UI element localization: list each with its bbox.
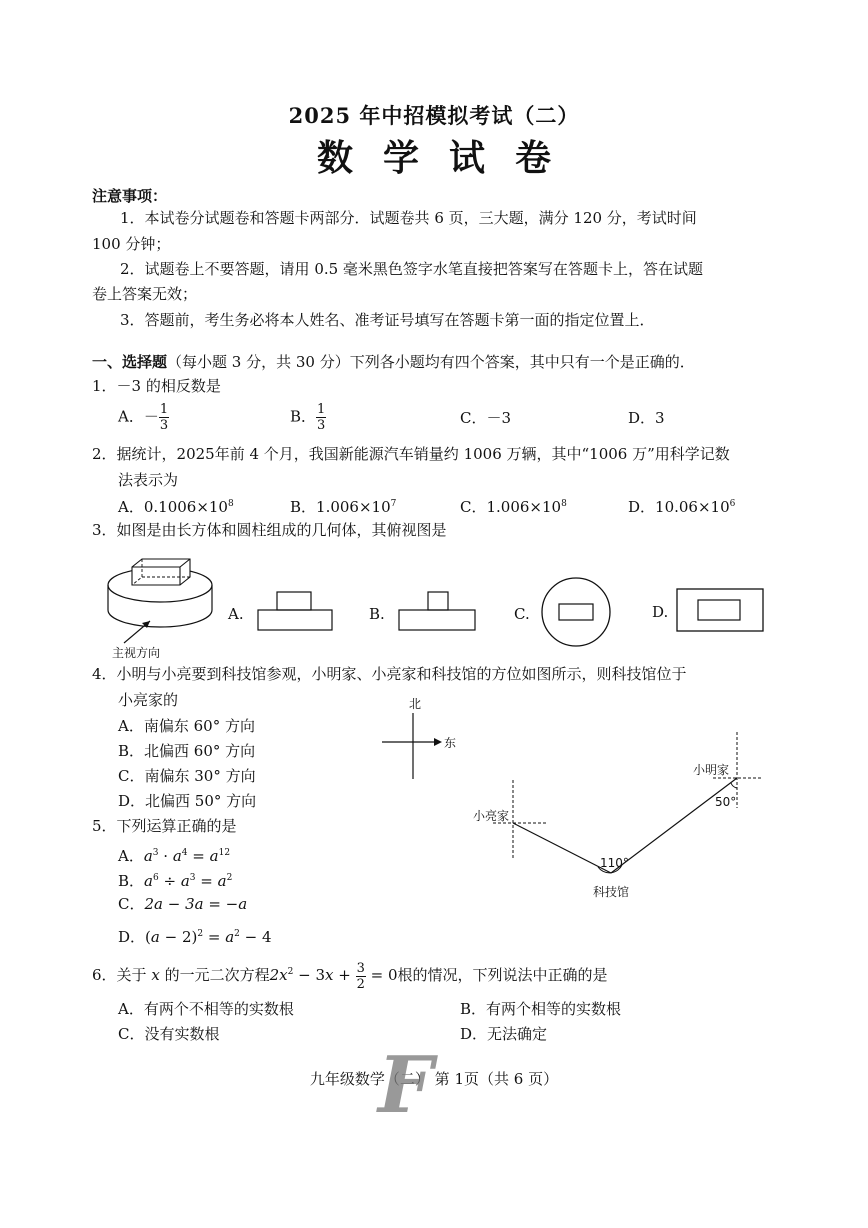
q2-stem-line-2: 法表示为 <box>118 471 179 489</box>
q3-option-d-label: D. <box>652 603 669 621</box>
q3-solid-figure <box>100 555 230 660</box>
q1-option-c: C．－3 <box>460 409 512 427</box>
q2-option-a <box>118 492 234 519</box>
angle-50-label: 50° <box>715 795 737 809</box>
q3-view-direction-caption: 主视方向 <box>112 646 161 660</box>
q5-option-b: B．$a^6 \div a^3 = a^2$ <box>118 872 233 890</box>
q2-option-c <box>460 492 567 519</box>
q4-option-b: B．北偏西 60° 方向 <box>118 742 256 760</box>
q4-option-a: A．南偏东 60° 方向 <box>118 717 255 735</box>
q6-variable: x <box>151 966 160 984</box>
notice-item-2-line-1: 2．试题卷上不要答题，请用 0.5 毫米黑色签字水笔直接把答案写在答题卡上，答在试题 <box>120 260 703 278</box>
q3-option-a-figure <box>255 590 335 632</box>
notice-heading: 注意事项： <box>92 187 168 205</box>
q2-option-c-exponent: 8 <box>561 499 567 509</box>
q3-option-d-figure <box>676 588 766 632</box>
q1-option-a <box>118 402 169 433</box>
q6-stem-middle: 的一元二次方程 <box>164 966 270 984</box>
section-detail: （每小题 3 分，共 30 分）下列各小题均有四个答案，其中只有一个是正确的． <box>167 353 695 371</box>
fraction-denominator: 3 <box>317 418 326 433</box>
section-heading <box>92 350 695 374</box>
xiaoliang-home-label: 小亮家 <box>473 809 510 823</box>
q6-option-a: A．有两个不相等的实数根 <box>118 1000 294 1018</box>
q4-option-c: C．南偏东 30° 方向 <box>118 767 256 785</box>
notice-item-2-line-2: 卷上答案无效； <box>92 285 198 303</box>
q5-option-a-label: A． <box>118 847 144 865</box>
q2-option-d-label: D．10.06×10 <box>628 498 730 516</box>
q3-stem: 3．如图是由长方体和圆柱组成的几何体，其俯视图是 <box>92 521 447 539</box>
q4-stem-line-1: 4．小明与小亮要到科技馆参观，小明家、小亮家和科技馆的方位如图所示，则科技馆位于 <box>92 665 687 683</box>
fraction-numerator: 1 <box>159 402 169 417</box>
watermark-letter-stamp: F <box>378 1040 434 1131</box>
page-footer: 九年级数学（二） 第 1页（共 6 页） <box>309 1070 559 1088</box>
q3-option-b-label: B. <box>369 605 385 623</box>
q5-option-d-label: D． <box>118 928 146 946</box>
q5-option-a: A．$a^3 \cdot a^4 = a^{12}$ <box>118 847 231 865</box>
q6-stem-suffix: 根的情况，下列说法中正确的是 <box>397 966 608 984</box>
q2-option-b-exponent: 7 <box>390 499 397 509</box>
q5-option-b-label: B． <box>118 872 145 890</box>
fraction-numerator: 3 <box>356 960 365 976</box>
q1-stem: 1．－3 的相反数是 <box>92 377 221 395</box>
q5-option-c-label: C． <box>118 895 145 913</box>
subject-title: 数学试卷 <box>316 137 581 179</box>
east-label: 东 <box>444 736 457 750</box>
q1-option-a-fraction <box>159 402 169 433</box>
museum-label: 科技馆 <box>593 885 630 899</box>
q4-option-d: D．北偏西 50° 方向 <box>118 792 257 810</box>
direction-map-diagram <box>465 730 775 905</box>
q1-option-b-label: B． <box>290 407 317 426</box>
q3-option-c-figure <box>540 576 612 648</box>
q3-option-a-label: A. <box>228 605 244 623</box>
q5-stem: 5．下列运算正确的是 <box>92 817 237 835</box>
north-label: 北 <box>409 697 422 711</box>
fraction-denominator: 3 <box>159 418 169 433</box>
q1-option-d: D．3 <box>628 409 665 427</box>
section-label: 一、选择题 <box>92 353 168 371</box>
q6-stem-prefix: 6．关于 <box>92 966 147 984</box>
q2-option-a-exponent: 8 <box>227 499 234 509</box>
notice-item-1-line-2: 100 分钟； <box>92 235 171 253</box>
notice-item-1-line-1: 1．本试卷分试题卷和答题卡两部分．试题卷共 6 页，三大题，满分 120 分，考试时间 <box>120 209 697 227</box>
q5-option-c-expression: 2a − 3a = −a <box>144 895 248 913</box>
angle-110-label: 110° <box>600 856 629 870</box>
q2-option-c-label: C．1.006×10 <box>460 498 562 516</box>
q6-fraction <box>356 961 366 992</box>
q6-stem: 6．关于 x 的一元二次方程$2x^2 - 3x$ + $\frac{3}{2}$ = 0根的情况，下列说法中正确的是 <box>92 960 608 992</box>
q2-option-a-label: A．0.1006×10 <box>118 498 228 516</box>
q5-option-c <box>118 892 247 916</box>
q2-stem-line-1: 2．据统计，2025年前 4 个月，我国新能源汽车销量约 1006 万辆，其中“1006 万”用科学记数 <box>92 445 730 463</box>
q1-option-a-label: A．－ <box>118 407 159 426</box>
q6-option-c: C．没有实数根 <box>118 1025 220 1043</box>
notice-item-3: 3．答题前，考生务必将本人姓名、准考证号填写在答题卡第一面的指定位置上． <box>120 311 655 329</box>
exam-title: 2025 年中招模拟考试（二） <box>288 103 580 128</box>
fraction-denominator: 2 <box>356 976 365 992</box>
q2-option-d <box>628 492 735 519</box>
q6-option-b: B．有两个相等的实数根 <box>460 1000 622 1018</box>
q1-option-b <box>290 402 326 433</box>
q2-option-b <box>290 492 396 519</box>
q3-option-b-figure <box>396 590 478 632</box>
compass-diagram <box>380 695 470 785</box>
q2-option-d-exponent: 6 <box>729 499 736 509</box>
q6-option-d: D．无法确定 <box>460 1025 548 1043</box>
xiaoming-home-label: 小明家 <box>693 763 730 777</box>
q1-option-b-fraction <box>316 402 326 433</box>
q3-option-c-label: C. <box>514 605 530 623</box>
q2-option-b-label: B．1.006×10 <box>290 498 391 516</box>
q4-stem-line-2: 小亮家的 <box>118 691 179 709</box>
q5-option-d: D．$(a - 2)^2 = a^2 - 4$ <box>118 928 272 946</box>
fraction-numerator: 1 <box>317 402 326 417</box>
